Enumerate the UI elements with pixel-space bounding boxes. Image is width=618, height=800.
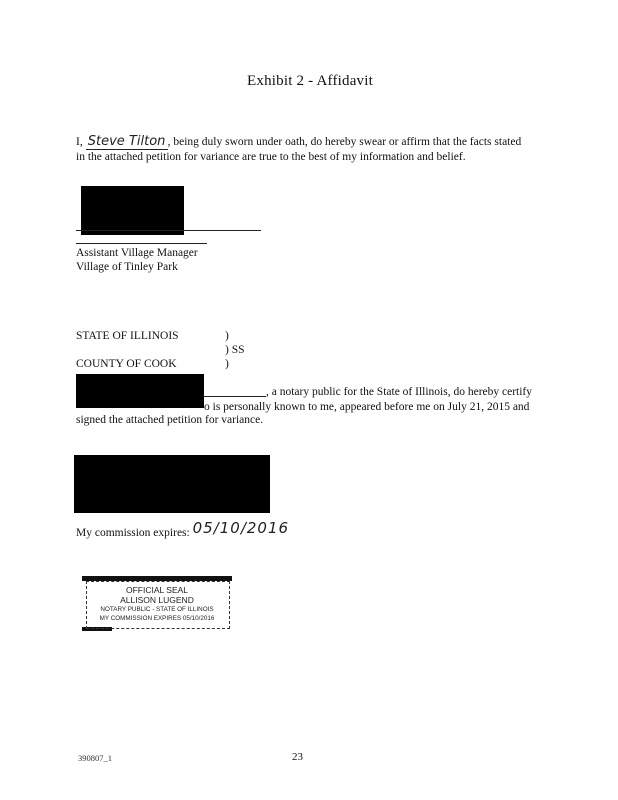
affidavit-line-1	[76, 135, 521, 150]
affidavit-prefix: I,	[76, 136, 83, 148]
page-number: 23	[292, 751, 303, 763]
notary-signature-redaction	[74, 455, 270, 513]
page-title: Exhibit 2 - Affidavit	[247, 73, 373, 89]
seal-line-3: NOTARY PUBLIC - STATE OF ILLINOIS	[100, 606, 214, 613]
signer-organization: Village of Tinley Park	[76, 261, 178, 273]
affidavit-line-2: in the attached petition for variance are true to the best of my information and belief.	[76, 151, 466, 163]
commission-expiry	[76, 519, 290, 540]
notary-name-redaction	[76, 374, 204, 408]
venue-paren-1: )	[225, 330, 229, 342]
notary-line-blank	[204, 396, 266, 397]
signature-line	[76, 230, 261, 231]
notary-certify-line-2: o is personally known to me, appeared before me on July 21, 2015 and	[204, 401, 530, 413]
notary-seal	[82, 576, 232, 632]
footer-doc-number: 390807_1	[78, 753, 112, 763]
venue-ss: ) SS	[225, 344, 245, 356]
venue-county: COUNTY OF COOK	[76, 358, 177, 370]
commission-label: My commission expires:	[76, 527, 190, 539]
affiant-signature-handwriting: Steve Tilton	[86, 135, 168, 150]
seal-line-2: ALLISON LUGEND	[120, 595, 194, 605]
venue-paren-2: )	[225, 358, 229, 370]
commission-date-handwriting: 05/10/2016	[192, 519, 290, 537]
notary-certify-line-3: signed the attached petition for variance.	[76, 414, 264, 426]
seal-line-1: OFFICIAL SEAL	[125, 585, 189, 595]
notary-certify-line-1: , a notary public for the State of Illinois, do hereby certify	[266, 386, 533, 398]
signer-title: Assistant Village Manager	[76, 247, 198, 259]
venue-state: STATE OF ILLINOIS	[76, 330, 179, 342]
signature-redaction	[81, 186, 184, 235]
affidavit-line-1-text: , being duly sworn under oath, do hereby swear or affirm that the facts stated	[167, 136, 522, 148]
signer-title-line	[76, 243, 207, 244]
seal-line-4: MY COMMISSION EXPIRES 05/10/2016	[99, 615, 215, 622]
